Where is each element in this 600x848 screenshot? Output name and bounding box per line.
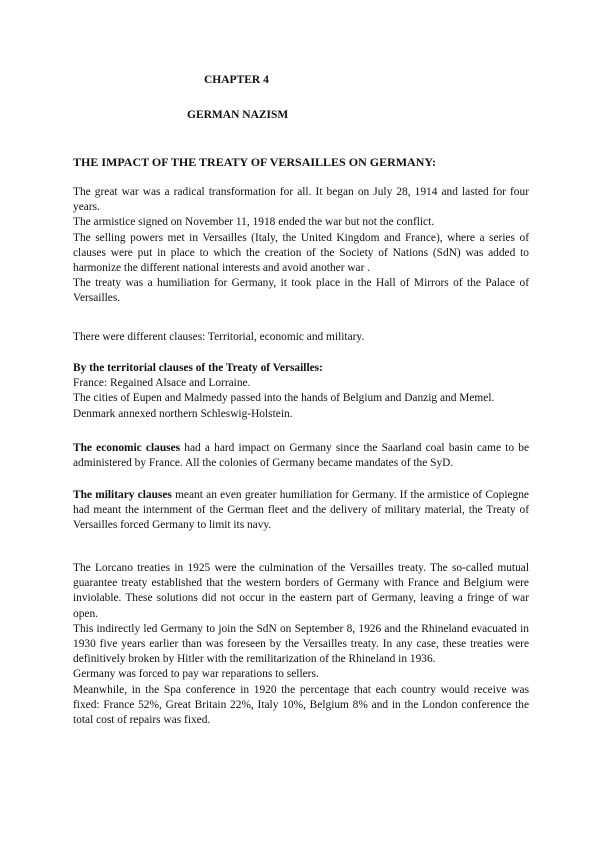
paragraph: There were different clauses: Territorial, economic and military. (73, 331, 365, 343)
intro-section (73, 185, 529, 307)
paragraph: Germany was forced to pay war reparations to sellers. (73, 668, 319, 681)
paragraph: The selling powers met in Versailles (Italy, the United Kingdom and France), where a series of clauses were put in place to which the creation of the Society of Nations (SdN) was added to harmonize the different national interests and avoid another war . (73, 231, 529, 275)
military-text: meant an even greater humiliation for Germany. If the armistice of Copiegne had meant the internment of the German fleet and the delivery of military material, the Treaty of Versailles forced Germany to limit its navy. (73, 489, 529, 532)
paragraph: Denmark annexed northern Schleswig-Holstein. (73, 407, 293, 420)
economic-section (73, 441, 529, 471)
paragraph (73, 488, 529, 534)
military-section (73, 488, 529, 534)
paragraph: The treaty was a humiliation for Germany, it took place in the Hall of Mirrors of the Palace of Versailles. (73, 277, 529, 305)
paragraph: The armistice signed on November 11, 1918 ended the war but not the conflict. (73, 216, 435, 229)
lorcano-section (73, 561, 529, 728)
territorial-section (73, 361, 529, 422)
paragraph: France: Regained Alsace and Lorraine. (73, 377, 251, 390)
territorial-title: By the territorial clauses of the Treaty of Versailles: (73, 362, 323, 374)
paragraph: The Lorcano treaties in 1925 were the culmination of the Versailles treaty. The so-called mutual guarantee treaty established that the western borders of Germany with France and Belgium were inviolable. These solutions did not occur in the eastern part of Germany, leaving a fringe of war open. (73, 562, 529, 620)
economic-text: had a hard impact on Germany since the Saarland coal basin came to be administered by France. All the colonies of Germany became mandates of the SyD. (73, 442, 529, 470)
chapter-subtitle: GERMAN NAZISM (187, 109, 289, 121)
paragraph: The cities of Eupen and Malmedy passed into the hands of Belgium and Danzig and Memel. (73, 392, 495, 405)
military-lead: The military clauses (73, 489, 172, 501)
section-title: THE IMPACT OF THE TREATY OF VERSAILLES ON GERMANY: (73, 155, 436, 169)
paragraph (73, 441, 529, 471)
economic-lead: The economic clauses (73, 442, 181, 454)
chapter-heading: CHAPTER 4 (204, 74, 269, 86)
paragraph: Meanwhile, in the Spa conference in 1920 the percentage that each country would receive was fixed: France 52%, Great Britain 22%, Italy 10%, Belgium 8% and in the London conference the total cost of repairs was fixed. (73, 683, 529, 727)
clauses-intro-section (73, 330, 529, 345)
paragraph: This indirectly led Germany to join the SdN on September 8, 1926 and the Rhineland evacuated in 1930 five years earlier than was foreseen by the Versailles treaty. In any case, these treaties were definitively broken by Hitler with the remilitarization of the Rhineland in 1936. (73, 622, 529, 666)
paragraph: The great war was a radical transformation for all. It began on July 28, 1914 and lasted for four years. (73, 186, 529, 214)
